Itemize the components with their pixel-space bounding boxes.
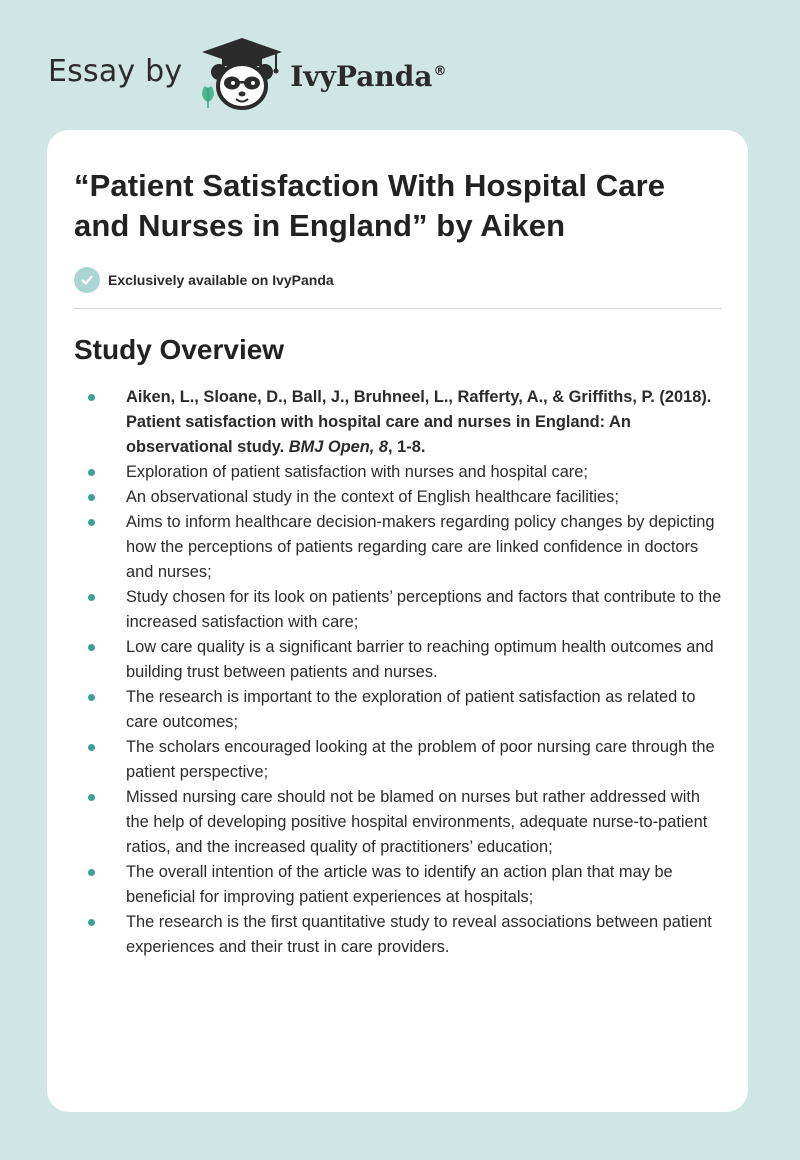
document-title: “Patient Satisfaction With Hospital Care and Nurses in England” by Aiken <box>74 168 666 243</box>
list-item <box>74 860 722 910</box>
list-item-text: The research is important to the exploration of patient satisfaction as related to care outcomes; <box>126 688 696 731</box>
brand-header <box>48 36 446 112</box>
document-card <box>47 130 748 1112</box>
list-item-text: Exploration of patient satisfaction with nurses and hospital care; <box>126 463 588 481</box>
list-item-text: The overall intention of the article was to identify an action plan that may be beneficial for improving patient experiences at hospitals; <box>126 863 673 906</box>
bullet-dot <box>88 469 95 476</box>
bullet-dot <box>88 869 95 876</box>
divider <box>74 308 722 309</box>
reference-citation <box>126 388 711 456</box>
check-icon <box>74 267 100 293</box>
list-item-text: An observational study in the context of English healthcare facilities; <box>126 488 619 506</box>
brand-name: IvyPanda® <box>290 59 447 93</box>
bullet-dot <box>88 694 95 701</box>
section-title: Study Overview <box>74 334 285 365</box>
registered-mark: ® <box>433 64 447 80</box>
bullet-dot <box>88 794 95 801</box>
bullet-dot <box>88 594 95 601</box>
list-item-text: Missed nursing care should not be blamed on nurses but rather addressed with the help of developing positive hospital environments, adequate nurse-to-patient ratios, and the increased quality of practitioners’ education; <box>126 788 708 856</box>
list-item <box>74 635 722 685</box>
list-item-text: Low care quality is a significant barrier to reaching optimum health outcomes and building trust between patients and nurses. <box>126 638 714 681</box>
exclusive-badge <box>74 266 722 294</box>
brand-prefix: Essay by <box>48 53 183 89</box>
list-item-reference <box>74 385 722 460</box>
list-item <box>74 460 722 485</box>
bullet-dot <box>88 644 95 651</box>
list-item <box>74 585 722 635</box>
list-item <box>74 910 722 960</box>
list-item <box>74 785 722 860</box>
bullet-dot <box>88 519 95 526</box>
exclusive-label: Exclusively available on IvyPanda <box>108 272 334 288</box>
bullet-dot <box>88 919 95 926</box>
reference-journal: BMJ Open, 8 <box>288 438 389 456</box>
overview-list <box>74 385 722 960</box>
bullet-dot <box>88 494 95 501</box>
panda-graduate-icon <box>196 36 288 112</box>
list-item <box>74 485 722 510</box>
list-item <box>74 685 722 735</box>
list-item <box>74 510 722 585</box>
list-item <box>74 735 722 785</box>
reference-pages: , 1-8. <box>388 438 426 456</box>
bullet-dot <box>88 394 95 401</box>
list-item-text: Study chosen for its look on patients’ perceptions and factors that contribute to the increased satisfaction with care; <box>126 588 722 631</box>
bullet-dot <box>88 744 95 751</box>
list-item-text: The research is the first quantitative study to reveal associations between patient experiences and their trust in care providers. <box>126 913 712 956</box>
reference-authors: Aiken, L., Sloane, D., Ball, J., Bruhneel, L., Rafferty, A., & Griffiths, P. (2018). Patient satisfaction with hospital care and nurses in England: An observational study. <box>126 388 712 456</box>
list-item-text: The scholars encouraged looking at the problem of poor nursing care through the patient perspective; <box>126 738 715 781</box>
list-item-text: Aims to inform healthcare decision-makers regarding policy changes by depicting how the perceptions of patients regarding care are linked confidence in doctors and nurses; <box>126 513 715 581</box>
